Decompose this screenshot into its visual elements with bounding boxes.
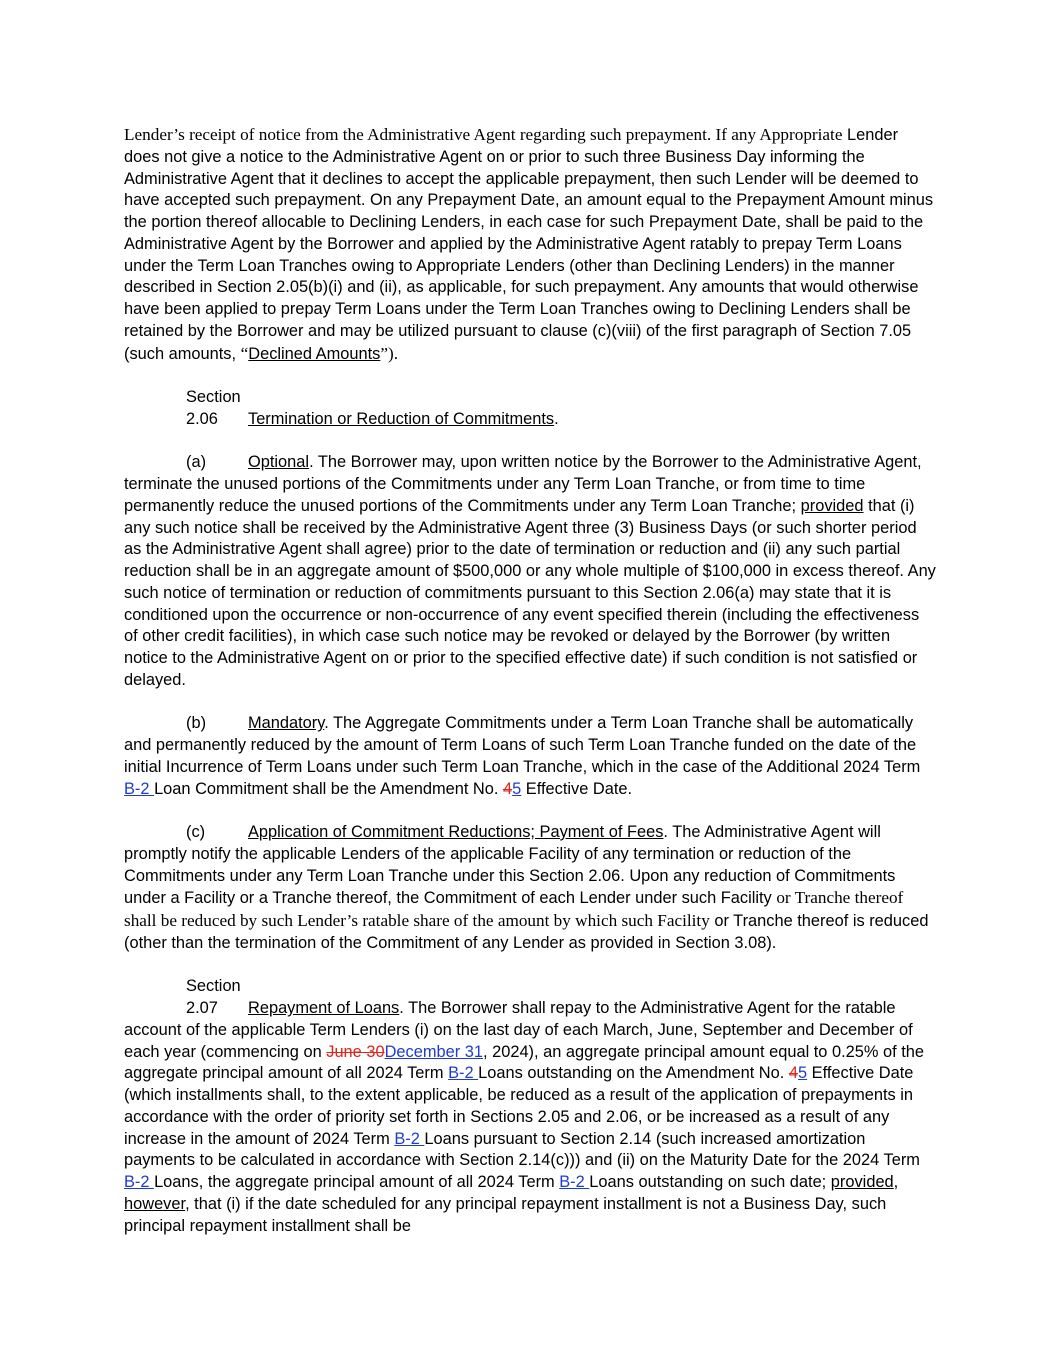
defined-term-declined-amounts: Declined Amounts [248,344,381,363]
clause-text: . The Aggregate Commitments under a Term Loan Tranche shall be automatically and permanently reduced by the amount of Term Loans of such Term Loan Tranche funded on the date of the initial Incurrence of Term Loans under such Term Loan Tranche, which in the case of the Additional 2024 Term [124,714,921,776]
section-number: Section 2.06 [186,388,241,428]
clause-text: that (i) any such notice shall be received by the Administrative Agent three (3) Business Days (or such shorter period as the Administrative Agent shall agree) prior to the date of termination or reduction and (ii) any such partial reduction shall be in an aggregate amount of $500,000 or any whole multiple of $100,000 in excess thereof. Any such notice of termination or reduction of commitments pursuant to this Section 2.06(a) may state that it is conditioned upon the occurrence or non-occurrence of any event specified therein (including the effectiveness of other credit facilities), in which case such notice may be revoked or delayed by the Borrower (by written notice to the Administrative Agent on or prior to the specified effective date) if such condition is not satisfied or delayed. [124,496,936,689]
inserted-text: B-2 [394,1129,425,1148]
section-2-06-heading [124,387,936,431]
section-text: Effective Date (which installments shall, to the extent applicable, be reduced as a result of the application of prepayments in accordance with the order of priority set forth in Sections 2.05 and 2.06, or be increased as a result of any increase in the amount of 2024 Term [124,1064,914,1148]
section-2-07-repayment [124,976,936,1237]
section-text: Loans pursuant to Section 2.14 (such increased amortization payments to be calculated in accordance with Section 2.14(c))) and (ii) on the Maturity Date for the 2024 Term [124,1129,920,1170]
section-title: Termination or Reduction of Commitments [248,409,555,428]
clause-text: or Tranche thereof is reduced (other than the termination of the Commitment of any Lender as provided in Section 3.08). [124,912,929,952]
section-text: Loans outstanding on such date; [589,1173,831,1191]
paragraph-text: Lender does not give a notice to the Administrative Agent on or prior to such three Business Day informing the Administrative Agent that it declines to accept the applicable prepayment, then such Lender will be deemed to have accepted such prepayment. On any Prepayment Date, an amount equal to the Prepayment Amount minus the portion thereof allocable to Declining Lenders, in each case for such Prepayment Date, shall be paid to the Administrative Agent by the Borrower and applied by the Administrative Agent ratably to prepay Term Loans under the Term Loan Tranches owing to Appropriate Lenders (other than Declining Lenders) in the manner described in Section 2.05(b)(i) and (ii), as applicable, for such prepayment. Any amounts that would otherwise have been applied to prepay Term Loans under the Term Loan Tranches owing to Declining Lenders shall be retained by the Borrower and may be utilized pursuant to clause (c)(viii) of the first paragraph of Section 7.05 (such amounts, [124,126,934,363]
deleted-text: 4 [788,1064,798,1083]
inserted-text: B-2 [124,1173,155,1191]
clause-label: (b) [186,714,207,733]
section-text: Loans outstanding on the Amendment No. [478,1064,789,1083]
section-number: Section 2.07 [186,977,241,1017]
inserted-text: B-2 [124,779,155,798]
provided-term: provided [830,1173,894,1191]
clause-heading: Optional [248,453,310,472]
clause-heading: Application of Commitment Reductions; Payment of Fees [248,823,664,841]
inserted-text: 5 [798,1064,808,1083]
inserted-text: B-2 [448,1064,479,1083]
section-text: , 2024), an aggregate principal amount equal to 0.25% of the aggregate principal amount of all 2024 Term [124,1042,925,1083]
section-text: . The Borrower shall repay to the Administrative Agent for the ratable account of the applicable Term Lenders (i) on the last day of each March, June, September and December of each year (commencing on [124,999,913,1061]
clause-a-optional [124,452,936,691]
deleted-text: 4 [503,779,513,798]
inserted-text: December 31 [384,1042,483,1061]
provided-term: provided [800,496,864,515]
clause-label: (c) [186,823,206,841]
inserted-text: B-2 [559,1173,590,1191]
document-page [124,124,936,1237]
clause-text: Loan Commitment shall be the Amendment No. [154,779,503,798]
section-text: , that (i) if the date scheduled for any principal repayment installment is not a Business Day, such principal repayment installment shall be [124,1194,887,1235]
clause-label: (a) [186,453,207,472]
section-text: Loans, the aggregate principal amount of all 2024 Term [154,1173,560,1191]
inserted-text: 5 [512,779,522,798]
close-quote: ”). [380,343,399,363]
deleted-text: June 30 [326,1042,385,1061]
section-title: Repayment of Loans [248,999,400,1017]
serif-line: Lender’s receipt of notice from the Administrative Agent regarding such prepayment. If any Appropriate [124,125,843,144]
serif-text: or Tranche thereof shall be reduced by such Lender’s ratable share of the amount by which such Facility [124,888,904,930]
clause-text: . The Administrative Agent will promptly notify the applicable Lenders of the applicable Facility of any termination or reduction of the Commitments under any Term Loan Tranche under this Section 2.06. Upon any reduction of Commitments under a Facility or a Tranche thereof, the Commitment of each Lender under such Facility [124,823,896,908]
open-quote: “ [240,343,249,363]
comma: , [893,1173,899,1191]
clause-b-mandatory [124,713,936,800]
clause-text: Effective Date. [521,779,633,798]
paragraph-prepayment-continuation [124,124,936,365]
clause-c-application [124,822,936,955]
clause-heading: Mandatory [248,714,325,733]
however-term: however [124,1194,186,1213]
clause-text: . The Borrower may, upon written notice by the Borrower to the Administrative Agent, terminate the unused portions of the Commitments under any Term Loan Tranche, or from time to time permanently reduce the unused portions of the Commitments under any Term Loan Tranche; [124,453,922,515]
section-title-period: . [554,409,559,428]
